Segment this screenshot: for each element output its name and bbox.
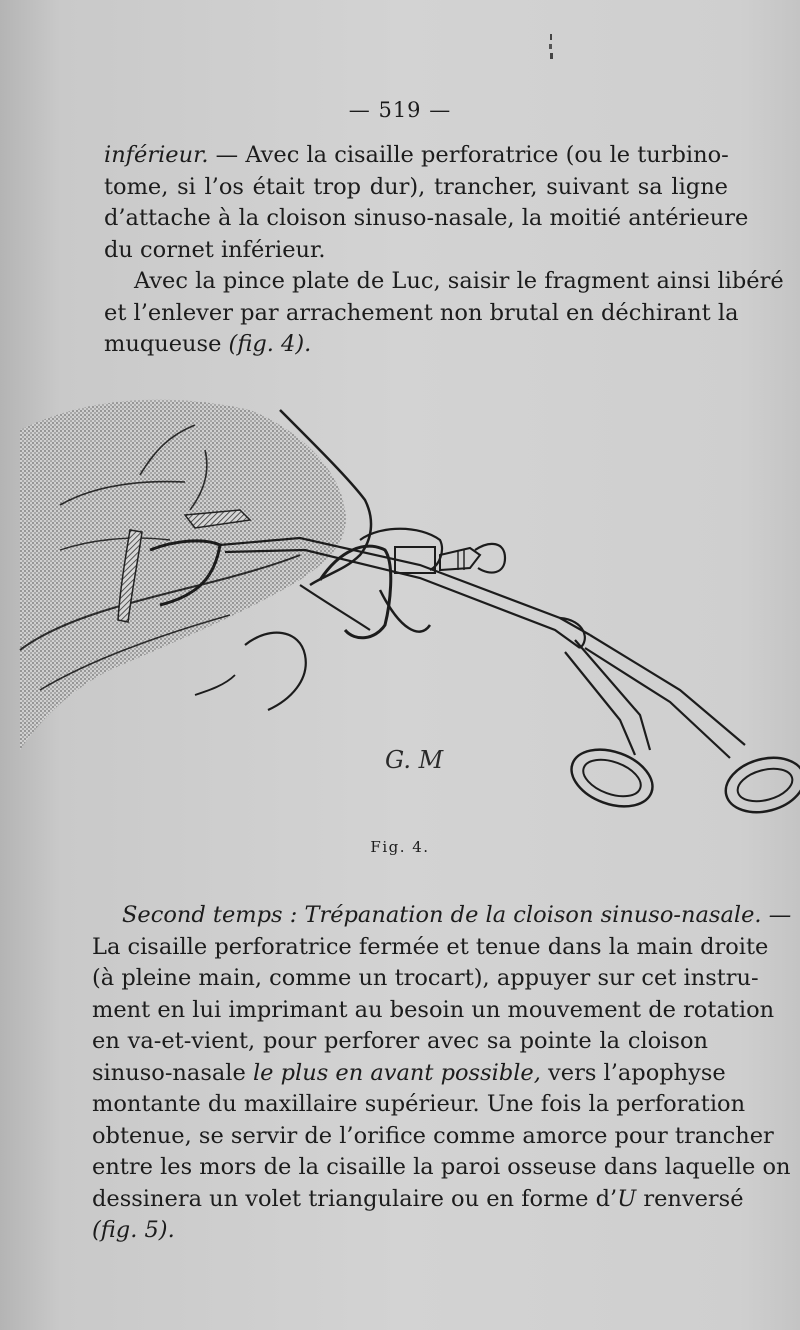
text-run: et l’enlever par arrachement non brutal en déchirant la [104,299,739,326]
figure-caption: Fig. 4. [370,838,430,856]
text-line [92,1089,746,1121]
text-line [104,298,739,330]
paragraph [92,900,792,1247]
top-text-block [104,140,784,361]
text-line [104,329,728,361]
text-run: d’attache à la cloison sinuso-nasale, la moitié antérieure [104,205,749,231]
text-line [92,1121,774,1153]
text-run: (à pleine main, comme un trocart), appuyer sur cet instru- [92,965,759,991]
text-run: obtenue, se servir de l’orifice comme amorce pour trancher [92,1122,774,1149]
text-run: vers l’apophyse [540,1059,726,1086]
text-line [104,203,749,235]
text-line [104,235,728,267]
italic-text: U [617,1185,637,1212]
italic-text: (fig. 5). [92,1217,175,1243]
text-run: muqueuse [104,331,229,357]
text-line [92,1026,708,1058]
italic-text: inférieur. [104,142,209,168]
text-line [104,266,784,298]
italic-text: le plus en avant possible, [252,1059,541,1086]
text-run: montante du maxillaire supérieur. Une fois la perforation [92,1091,746,1117]
text-line [104,172,728,204]
text-line [92,1184,744,1216]
text-line [92,995,775,1027]
italic-text: Second temps : Trépanation de la cloison sinuso-nasale. — [122,902,792,928]
text-run: Avec la pince plate de Luc, saisir le fragment ainsi libéré [134,268,784,294]
text-run: ment en lui imprimant au besoin un mouvement de rotation [92,996,775,1023]
text-line [104,140,728,172]
text-line [92,1215,708,1247]
text-line [92,1152,791,1184]
text-line [92,1058,726,1090]
bottom-text-block [92,900,792,1247]
text-line [92,963,759,995]
paragraph [104,266,784,361]
figure-4-illustration [0,390,800,830]
page-number: — 519 — [348,98,452,122]
text-line [92,900,792,932]
text-run: sinuso-nasale [92,1059,253,1086]
text-run: — Avec la cisaille perforatrice (ou le turbino- [208,142,729,168]
italic-text: (fig. 4). [228,331,312,357]
text-line [92,932,769,964]
artist-signature: G. M [385,746,444,774]
text-run: renversé [636,1185,744,1212]
text-run: en va-et-vient, pour perforer avec sa pointe la cloison [92,1028,708,1054]
text-run: tome, si l’os était trop dur), trancher, suivant sa ligne [104,173,728,200]
paragraph [104,140,749,266]
margin-mark [548,34,554,64]
text-run: entre les mors de la cisaille la paroi osseuse dans laquelle on [92,1154,791,1180]
text-run: La cisaille perforatrice fermée et tenue dans la main droite [92,933,769,960]
text-run: du cornet inférieur. [104,236,326,263]
text-run: dessinera un volet triangulaire ou en forme d’ [92,1185,618,1212]
